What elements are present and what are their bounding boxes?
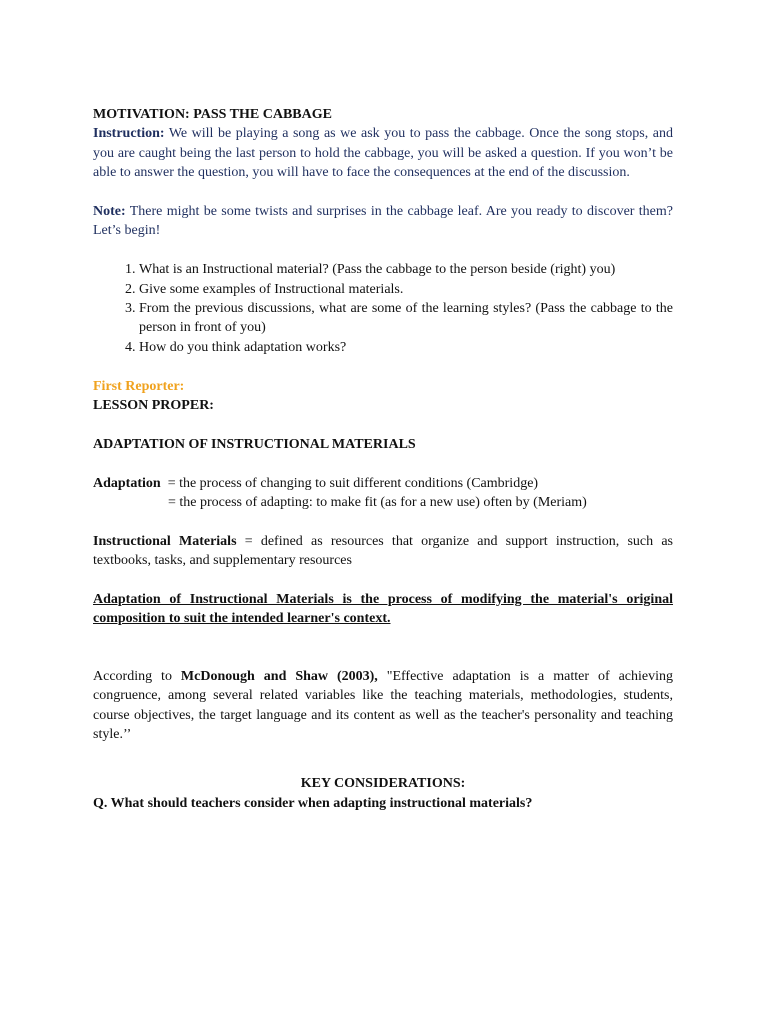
question-item: 1. What is an Instructional material? (Pass the cabbage to the person beside (right) you) xyxy=(139,260,673,279)
motivation-title: MOTIVATION: PASS THE CABBAGE xyxy=(93,107,332,122)
summary-statement: Adaptation of Instructional Materials is the process of modifying the material's original composition to suit the intended learner's context. xyxy=(93,592,673,627)
blank-line xyxy=(93,241,673,260)
im-definition xyxy=(93,532,673,571)
key-considerations-question: Q. What should teachers consider when adapting instructional materials? xyxy=(93,795,533,811)
blank-line xyxy=(93,512,673,531)
section-title: ADAPTATION OF INSTRUCTIONAL MATERIALS xyxy=(93,436,416,452)
quote-lead: According to xyxy=(93,668,181,684)
quote-text: "Effective adaptation is a matter of achieving congruence, among several related variables like the teaching materials, methodologies, students, course objectives, the target language and its content as well as the teacher's personality and teaching style.’’ xyxy=(93,668,674,743)
question-item: 3. From the previous discussions, what are some of the learning styles? (Pass the cabbage to the person in front of you) xyxy=(139,299,673,338)
im-term: Instructional Materials xyxy=(93,533,237,549)
reporter-label: First Reporter: xyxy=(93,378,185,394)
blank-line xyxy=(93,454,673,473)
blank-line xyxy=(93,571,673,590)
document-content xyxy=(93,105,673,813)
adaptation-def-2: = the process of adapting: to make fit (as for a new use) often by (Meriam) xyxy=(168,495,587,511)
blank-space xyxy=(93,629,673,667)
adaptation-term: Adaptation xyxy=(93,475,161,491)
quote-source: McDonough and Shaw (2003), xyxy=(180,668,378,684)
blank-line xyxy=(93,357,673,376)
question-item: 2. Give some examples of Instructional materials. xyxy=(139,280,673,299)
lesson-proper-heading: LESSON PROPER: xyxy=(93,398,214,414)
question-list xyxy=(93,260,673,357)
adaptation-def-1: = the process of changing to suit different conditions (Cambridge) xyxy=(160,475,539,491)
note-paragraph xyxy=(93,202,673,241)
note-text: There might be some twists and surprises in the cabbage leaf. Are you ready to discover them? Let’s begin! xyxy=(93,204,673,239)
note-label: Note: xyxy=(93,204,126,220)
question-item: 4. How do you think adaptation works? xyxy=(139,338,673,357)
instruction-text: We will be playing a song as we ask you to pass the cabbage. Once the song stops, and you are caught being the last person to hold the cabbage, you will be asked a question. If you won’t be able to answer the question, you will have to face the consequences at the end of the discussion. xyxy=(93,126,673,181)
key-considerations-heading: KEY CONSIDERATIONS: xyxy=(300,776,466,792)
blank-line xyxy=(93,415,673,434)
im-def: = defined as resources that organize and support instruction, such as textbooks, tasks, and supplementary resources xyxy=(93,533,673,569)
instruction-label: Instruction: xyxy=(93,126,165,142)
adaptation-definition xyxy=(93,474,673,493)
quote-paragraph xyxy=(93,667,673,745)
blank-line xyxy=(93,183,673,202)
blank-space xyxy=(93,744,673,774)
instruction-paragraph xyxy=(93,124,673,182)
